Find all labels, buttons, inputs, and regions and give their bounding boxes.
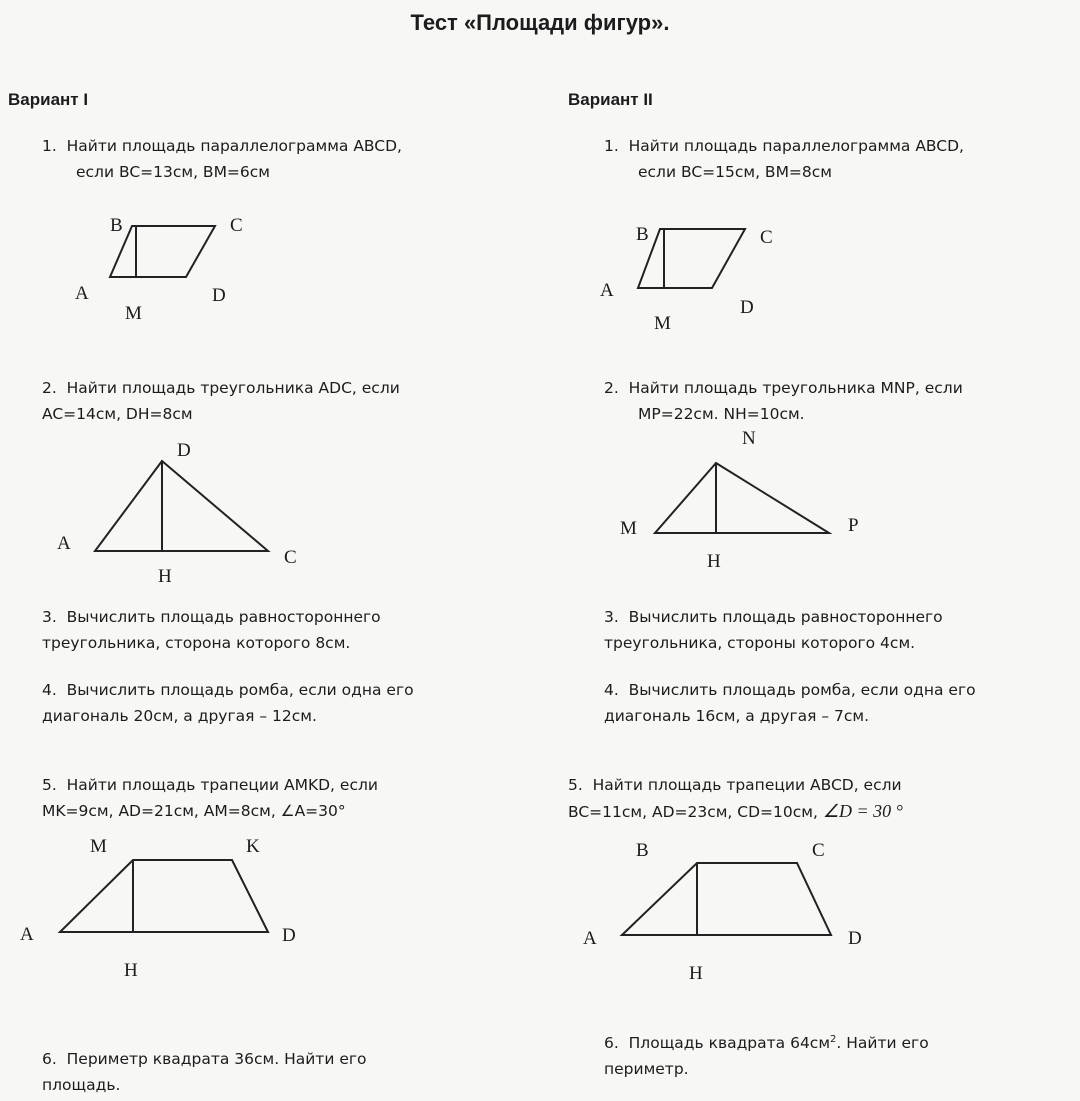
task-line-2: AC=14см, DH=8см	[42, 405, 193, 423]
task-line-2: треугольника, сторона которого 8см.	[42, 634, 351, 652]
task-line-1: Вычислить площадь равностороннего	[628, 608, 943, 626]
task-line-2: MK=9см, AD=21см, AM=8см, ∠A=30°	[42, 802, 346, 820]
task-number: 5.	[568, 776, 583, 794]
superscript-2: 2	[830, 1034, 837, 1045]
task-line-2: BC=11см, AD=23см, CD=10см,	[568, 803, 818, 821]
task-line-1: Найти площадь треугольника MNP, если	[628, 379, 963, 397]
label-m: M	[125, 303, 142, 324]
angle-d-value: ∠D = 30 °	[822, 801, 903, 821]
label-k: K	[246, 836, 260, 857]
task-line-2: если BC=13см, BM=6см	[76, 163, 270, 181]
label-c: C	[812, 840, 825, 861]
label-h: H	[689, 963, 703, 984]
label-a: A	[600, 280, 614, 301]
task-number: 1.	[604, 137, 619, 155]
label-b: B	[110, 215, 123, 236]
label-d: D	[848, 928, 862, 949]
task-number: 6.	[42, 1050, 57, 1068]
task-line-1: Вычислить площадь ромба, если одна его	[628, 681, 976, 699]
task-line-2: если BC=15см, BM=8см	[638, 163, 832, 181]
label-d: D	[740, 297, 754, 318]
label-h: H	[124, 960, 138, 981]
task-line-1a: Площадь квадрата 64см	[628, 1034, 831, 1053]
task-number: 4.	[42, 681, 57, 699]
task-line-1b: . Найти его	[836, 1034, 929, 1053]
label-d: D	[177, 440, 191, 461]
page-title: Тест «Площади фигур».	[410, 10, 670, 35]
v2-task-6	[604, 1027, 929, 1082]
task-line-1: Найти площадь треугольника ADC, если	[66, 379, 400, 397]
label-a: A	[583, 928, 597, 949]
task-line-2: диагональ 20см, а другая – 12см.	[42, 707, 317, 725]
task-number: 3.	[42, 608, 57, 626]
label-a: A	[20, 924, 34, 945]
label-h: H	[707, 551, 721, 572]
label-n: N	[742, 428, 756, 449]
task-number: 2.	[604, 379, 619, 397]
task-line-1: Найти площадь трапеции AMKD, если	[66, 776, 378, 794]
task-line-2: MP=22см. NH=10см.	[638, 405, 805, 423]
label-d: D	[212, 285, 226, 306]
task-number: 6.	[604, 1034, 619, 1053]
task-number: 4.	[604, 681, 619, 699]
label-c: C	[230, 215, 243, 236]
task-line-2: периметр.	[604, 1060, 689, 1079]
label-c: C	[760, 227, 773, 248]
label-b: B	[636, 224, 649, 245]
task-line-1: Найти площадь параллелограмма ABCD,	[628, 137, 964, 155]
label-m: M	[90, 836, 107, 857]
label-a: A	[75, 283, 89, 304]
task-line-1: Найти площадь трапеции ABCD, если	[592, 776, 902, 794]
task-number: 5.	[42, 776, 57, 794]
variant-1-heading: Вариант I	[8, 90, 89, 109]
label-d: D	[282, 925, 296, 946]
task-line-1: Вычислить площадь равностороннего	[66, 608, 381, 626]
task-number: 3.	[604, 608, 619, 626]
label-p: P	[848, 515, 859, 536]
task-number: 2.	[42, 379, 57, 397]
task-line-1: Найти площадь параллелограмма ABCD,	[66, 137, 402, 155]
task-line-1: Вычислить площадь ромба, если одна его	[66, 681, 414, 699]
label-c: C	[284, 547, 297, 568]
task-line-1: Периметр квадрата 36см. Найти его	[66, 1050, 367, 1068]
label-a: A	[57, 533, 71, 554]
variant-2-heading: Вариант II	[568, 90, 653, 109]
task-line-2: треугольника, стороны которого 4см.	[604, 634, 916, 652]
label-m: M	[654, 313, 671, 334]
task-number: 1.	[42, 137, 57, 155]
label-h: H	[158, 566, 172, 587]
trapezoid-shape	[622, 863, 831, 935]
label-m: M	[620, 518, 637, 539]
task-line-2: площадь.	[42, 1076, 121, 1094]
task-line-2: диагональ 16см, а другая – 7см.	[604, 707, 870, 725]
label-b: B	[636, 840, 649, 861]
